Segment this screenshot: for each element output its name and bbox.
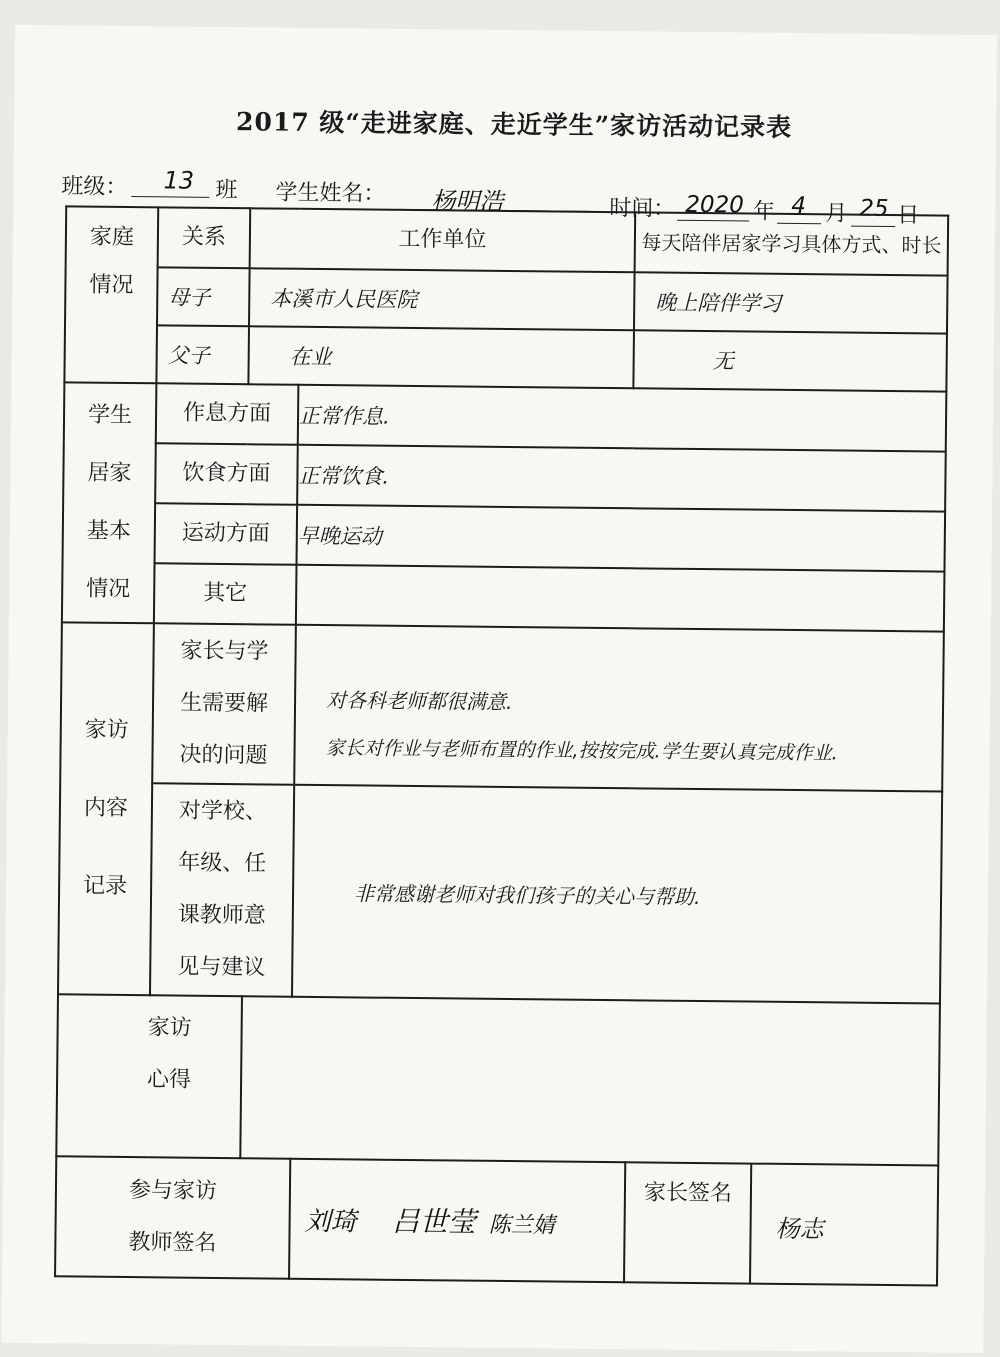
reflection-content	[240, 996, 940, 1165]
home-row-label-diet: 饮食方面	[155, 443, 298, 504]
family-label-line-2: 情况	[89, 272, 134, 299]
year-label: 年	[753, 199, 776, 225]
home-label-line-3: 基本	[86, 518, 131, 545]
col-relation: 关系	[158, 207, 251, 268]
advice-label-line-3: 课教师意	[177, 902, 266, 929]
family-label-line-1: 家庭	[89, 224, 135, 251]
home-label-line-1: 学生	[87, 402, 133, 429]
family-section-label	[64, 206, 158, 383]
work-1: 本溪市人民医院	[249, 268, 635, 330]
home-row-label-exercise: 运动方面	[155, 503, 298, 564]
accompany-2: 无	[633, 330, 947, 391]
problems-content	[294, 625, 944, 792]
teacher-signature-label	[55, 1156, 290, 1278]
relation-1: 母子	[157, 267, 250, 326]
day-value: 25	[859, 195, 889, 222]
reflection-label-line-1: 家访	[147, 1015, 192, 1041]
day-label: 日	[897, 203, 920, 229]
advice-text: 非常感谢老师对我们孩子的关心与帮助.	[353, 880, 701, 909]
form-title: 2017 级“走进家庭、走近学生”家访活动记录表	[235, 107, 793, 142]
home-row-value-exercise: 早晚运动	[297, 505, 946, 572]
visit-label-line-2: 内容	[83, 795, 129, 822]
reflection-label-line-2: 心得	[146, 1067, 192, 1093]
visit-record-table	[54, 205, 949, 1286]
problems-label-line-2: 生需要解	[179, 690, 269, 717]
home-label-line-4: 情况	[86, 576, 131, 603]
month-value: 4	[791, 192, 807, 220]
teacher-sign-label-line-1: 参与家访	[128, 1178, 218, 1204]
class-suffix: 班	[215, 177, 238, 204]
month-label: 月	[825, 201, 848, 227]
home-section-label	[62, 382, 157, 623]
accompany-1: 晚上陪伴学习	[634, 272, 948, 333]
home-row-value-rest: 正常作息.	[298, 385, 947, 452]
visit-label-line-1: 家访	[84, 717, 129, 744]
col-accompany: 每天陪伴居家学习具体方式、时长	[635, 212, 949, 275]
visit-section-label	[58, 622, 154, 995]
home-row-value-diet: 正常饮食.	[297, 445, 946, 512]
problems-label-line-3: 决的问题	[179, 742, 268, 769]
work-2: 在业	[248, 326, 634, 388]
student-name-value: 杨明浩	[431, 187, 504, 216]
problems-text-1: 对各科老师都很满意.	[325, 688, 513, 715]
teacher-sign-label-line-2: 教师签名	[128, 1230, 217, 1256]
advice-label	[150, 783, 294, 996]
teacher-sign-2: 吕世莹	[391, 1204, 476, 1239]
time-label: 时间：	[609, 196, 676, 222]
advice-label-line-4: 见与建议	[177, 954, 266, 981]
class-label: 班级：	[61, 174, 128, 200]
visit-label-line-3: 记录	[82, 873, 128, 900]
student-name-label: 学生姓名：	[275, 180, 386, 207]
home-label-line-2: 居家	[87, 460, 132, 487]
relation-2: 父子	[156, 325, 249, 384]
problems-label	[152, 623, 296, 784]
reflection-label	[56, 994, 242, 1158]
home-row-value-other	[296, 565, 945, 632]
teacher-sign-1: 刘琦	[304, 1206, 357, 1238]
home-row-label-rest: 作息方面	[156, 383, 299, 444]
advice-label-line-1: 对学校、	[178, 798, 268, 825]
parent-sign-label: 家长签名	[625, 1163, 752, 1282]
problems-text-2: 家长对作业与老师布置的作业,按按完成.学生要认真完成作业.	[325, 737, 838, 765]
teacher-signatures	[289, 1159, 625, 1283]
year-value: 2020	[685, 191, 744, 219]
col-work: 工作单位	[250, 208, 636, 272]
problems-label-line-1: 家长与学	[180, 638, 269, 665]
advice-label-line-2: 年级、任	[178, 850, 267, 877]
parent-sign-name: 杨志	[775, 1214, 824, 1244]
home-row-label-other: 其它	[154, 563, 297, 624]
advice-content	[292, 785, 942, 1004]
class-value: 13	[163, 166, 195, 195]
parent-signature-cell	[624, 1162, 938, 1285]
form-sheet	[1, 25, 997, 1353]
teacher-sign-3: 陈兰婧	[488, 1212, 555, 1239]
